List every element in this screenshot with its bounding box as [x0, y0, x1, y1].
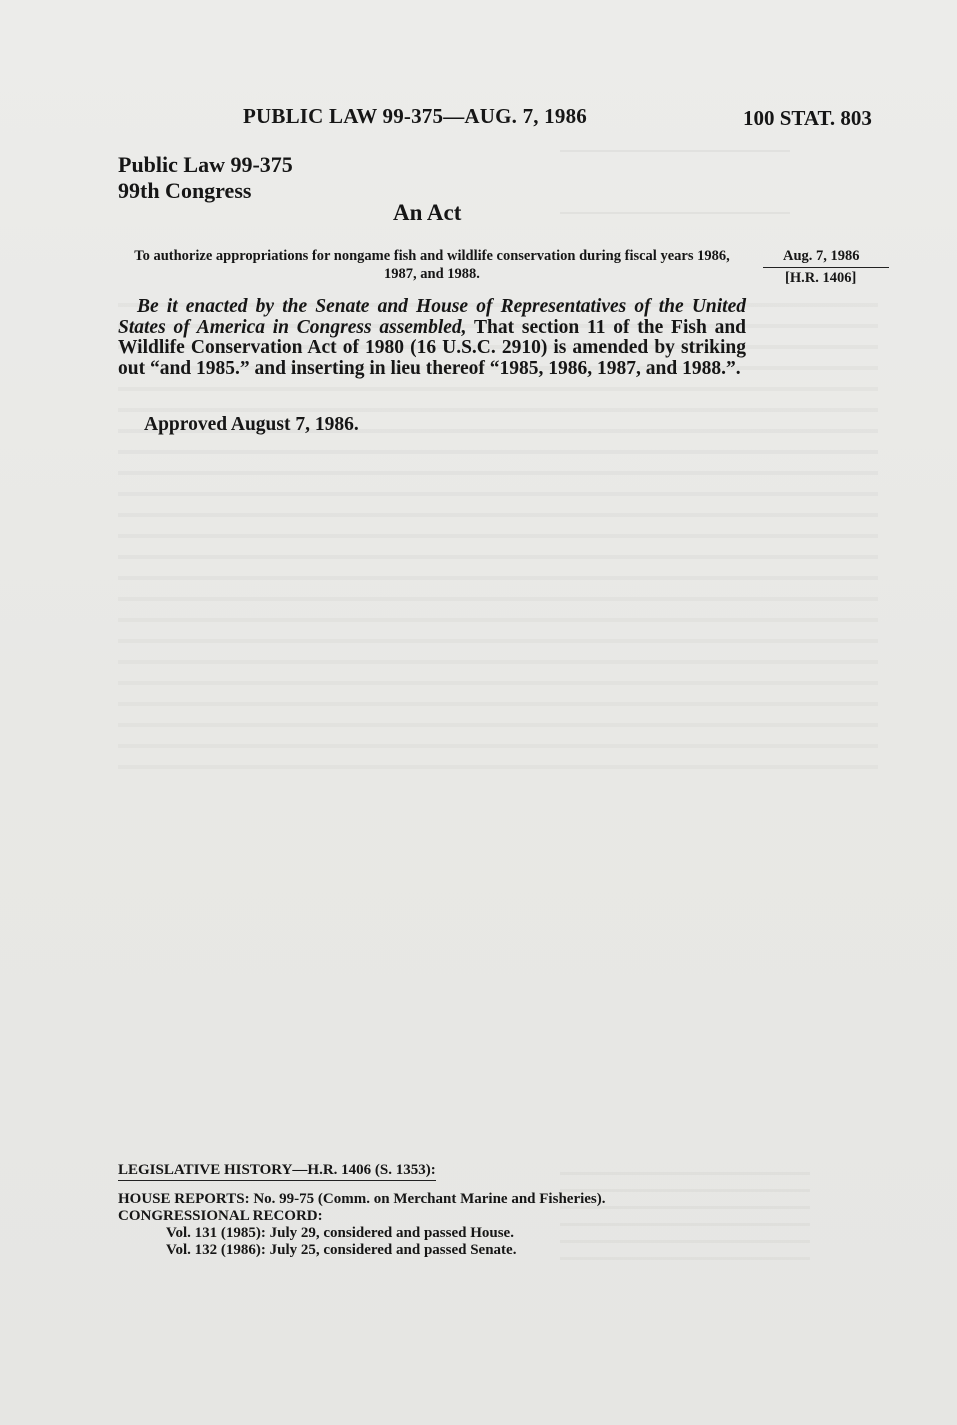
legislative-history-title: LEGISLATIVE HISTORY—H.R. 1406 (S. 1353): — [118, 1162, 436, 1181]
congress-label: 99th Congress — [118, 178, 252, 203]
record-entry: Vol. 131 (1985): July 29, considered and passed House. — [166, 1225, 514, 1241]
house-reports: HOUSE REPORTS: No. 99-75 (Comm. on Merchant Marine and Fisheries). — [118, 1191, 606, 1207]
margin-date: Aug. 7, 1986 — [763, 248, 889, 268]
record-entry: Vol. 132 (1986): July 25, considered and passed Senate. — [166, 1242, 517, 1258]
enactment-text: That section 11 of the Fish and Wildlife Conservation Act of 1980 (16 U.S.C. 2910) is amended by striking out “and 1985.” and inserting in lieu thereof “1985, 1986, 1987, and 1988.”. — [118, 316, 747, 379]
enactment-paragraph — [118, 297, 746, 379]
public-law-number: Public Law 99-375 — [118, 152, 293, 177]
margin-bill-number: [H.R. 1406] — [785, 270, 857, 286]
act-heading: An Act — [393, 200, 462, 225]
law-identifier — [118, 152, 293, 204]
legislative-history — [118, 1162, 606, 1259]
show-through-artifact — [560, 150, 790, 214]
approval-date: Approved August 7, 1986. — [144, 414, 359, 435]
act-purpose: To authorize appropriations for nongame fish and wildlife conservation during fiscal years 1986, 1987, and 1988. — [134, 248, 730, 282]
stat-page-number: 100 STAT. 803 — [743, 106, 872, 130]
enacting-clause: Be it enacted by the Senate and House of Representatives of the United States of America in Congress assembled, — [118, 296, 746, 338]
running-head: PUBLIC LAW 99-375—AUG. 7, 1986 — [243, 104, 587, 128]
congressional-record-label: CONGRESSIONAL RECORD: — [118, 1208, 323, 1224]
